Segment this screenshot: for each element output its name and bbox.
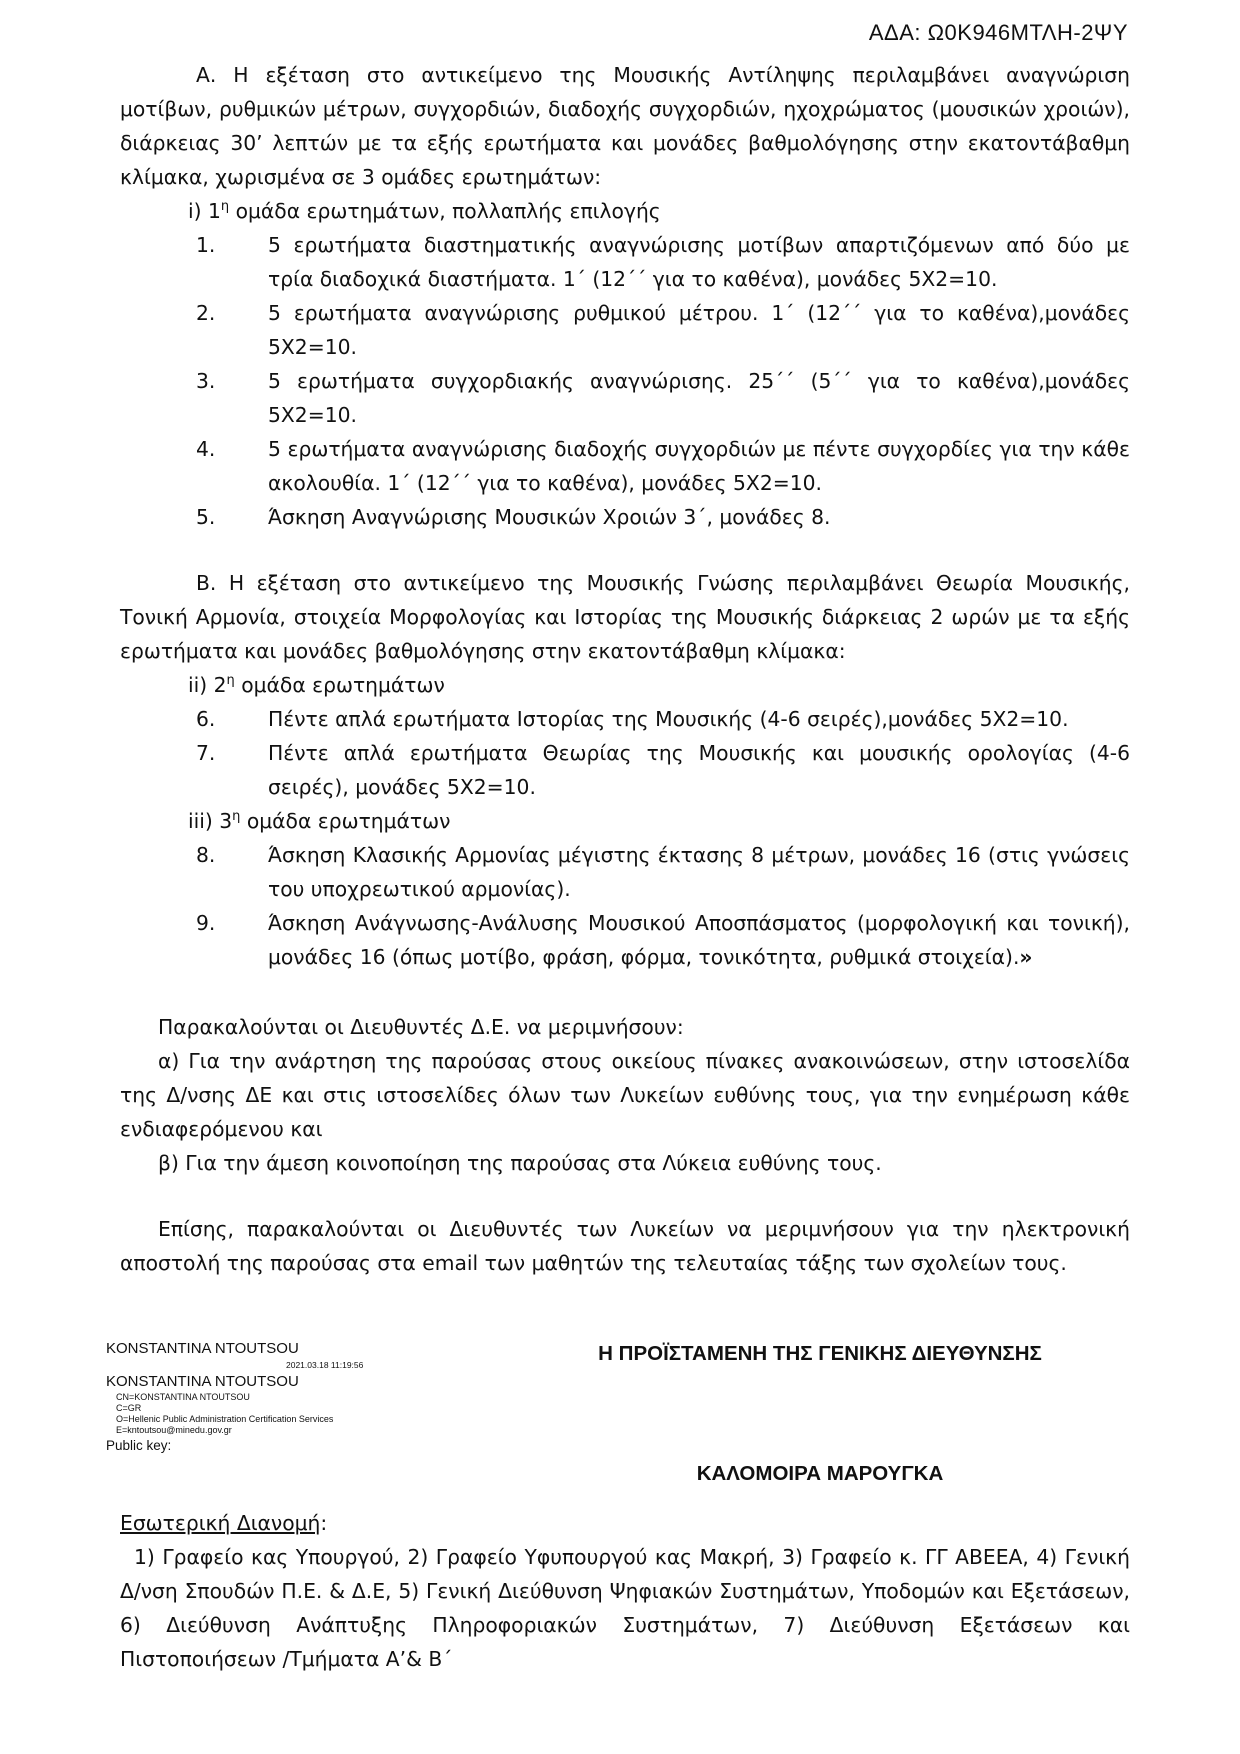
list-item <box>120 364 1130 432</box>
item-number: 9. <box>196 911 216 935</box>
signature-date: 2021.03.18 11:19:56 <box>286 1360 364 1370</box>
signature-name-secondary: KONSTANTINA NTOUTSOU <box>106 1373 299 1390</box>
item-text: 5 ερωτήματα διαστηματικής αναγνώρισης μοτίβων απαρτιζόμενων από δύο με τρία διαδοχικά διαστήματα. 1΄ (12΄΄ για το καθένα), μονάδες 5Χ2=10. <box>268 233 1130 291</box>
group-2-prefix: ii) 2 <box>188 673 227 697</box>
item-number: 4. <box>196 437 216 461</box>
item-number: 7. <box>196 741 216 765</box>
group-2-heading <box>120 668 1130 702</box>
list-item <box>120 228 1130 296</box>
section-a-intro: Α. Η εξέταση στο αντικείμενο της Μουσικής Αντίληψης περιλαμβάνει αναγνώριση μοτίβων, ρυθμικών μέτρων, συγχορδιών, διαδοχής συγχορδιών, ηχοχρώματος (μουσικών χροιών), διάρκειας 30’ λεπτών με τα εξής ερωτήματα και μονάδες βαθμολόγησης στην εκατοντάβαθμη κλίμακα, χωρισμένα σε 3 ομάδες ερωτημάτων: <box>120 63 1130 189</box>
group-2-sup: η <box>226 673 235 689</box>
ada-code: ΑΔΑ: Ω0Κ946ΜΤΛΗ-2ΨΥ <box>868 20 1128 45</box>
group-3-rest: ομάδα ερωτημάτων <box>240 809 451 833</box>
item-text <box>268 906 1130 974</box>
signer-title: Η ΠΡΟΪΣΤΑΜΕΝΗ ΤΗΣ ΓΕΝΙΚΗΣ ΔΙΕΥΘΥΝΣΗΣ <box>598 1342 1042 1365</box>
group-3-heading <box>120 804 1130 838</box>
item-text: Άσκηση Κλασικής Αρμονίας μέγιστης έκτασης 8 μέτρων, μονάδες 16 (στις γνώσεις του υποχρεωτικού αρμονίας). <box>268 843 1130 901</box>
requests-also: Επίσης, παρακαλούνται οι Διευθυντές των Λυκείων να μεριμνήσουν για την ηλεκτρονική αποστολή της παρούσας στα email των μαθητών της τελευταίας τάξης των σχολείων τους. <box>120 1217 1130 1275</box>
document-body <box>120 58 1130 1280</box>
group-3-sup: η <box>232 809 241 825</box>
distribution-text: 1) Γραφείο κας Υπουργού, 2) Γραφείο Υφυπουργού κας Μακρή, 3) Γραφείο κ. ΓΓ ΑΒΕΕΑ, 4) Γενική Δ/νση Σπουδών Π.Ε. & Δ.Ε, 5) Γενική Διεύθυνση Ψηφιακών Συστημάτων, Υποδομών και Εξετάσεων, 6) Διεύθυνση Ανάπτυξης Πληροφοριακών Συστημάτων, 7) Διεύθυνση Εξετάσεων και Πιστοποιήσεων /Τμήματα Α’& Β΄ <box>120 1545 1130 1671</box>
item-text: 5 ερωτήματα συγχορδιακής αναγνώρισης. 25΄΄ (5΄΄ για το καθένα),μονάδες 5Χ2=10. <box>268 369 1130 427</box>
section-b-intro: Β. Η εξέταση στο αντικείμενο της Μουσικής Γνώσης περιλαμβάνει Θεωρία Μουσικής, Τονική Αρμονία, στοιχεία Μορφολογίας και Ιστορίας της Μουσικής διάρκειας 2 ωρών με τα εξής ερωτήματα και μονάδες βαθμολόγησης στην εκατοντάβαθμη κλίμακα: <box>120 571 1130 663</box>
list-item <box>120 500 1130 534</box>
list-item <box>120 838 1130 906</box>
certificate-line: E=kntoutsou@minedu.gov.gr <box>116 1425 232 1435</box>
group-1-sup: η <box>220 199 230 215</box>
certificate-line: O=Hellenic Public Administration Certification Services <box>116 1414 334 1424</box>
list-item <box>120 702 1130 736</box>
certificate-details <box>106 1392 333 1436</box>
distribution-title: Εσωτερική Διανομή <box>120 1511 321 1535</box>
group-3-prefix: iii) 3 <box>188 809 233 833</box>
item-text: 5 ερωτήματα αναγνώρισης ρυθμικού μέτρου. 1΄ (12΄΄ για το καθένα),μονάδες 5Χ2=10. <box>268 301 1130 359</box>
signature-name: KONSTANTINA NTOUTSOU <box>106 1340 299 1357</box>
item-text: Άσκηση Αναγνώρισης Μουσικών Χροιών 3΄, μονάδες 8. <box>268 505 831 529</box>
group-2-rest: ομάδα ερωτημάτων <box>234 673 445 697</box>
item-number: 2. <box>196 301 216 325</box>
requests-intro: Παρακαλούνται οι Διευθυντές Δ.Ε. να μεριμνήσουν: <box>158 1015 684 1039</box>
item-number: 1. <box>196 233 216 257</box>
item-text: Πέντε απλά ερωτήματα Ιστορίας της Μουσικής (4-6 σειρές),μονάδες 5Χ2=10. <box>268 707 1069 731</box>
certificate-line: CN=KONSTANTINA NTOUTSOU <box>116 1392 250 1402</box>
item-text-content: Άσκηση Ανάγνωσης-Ανάλυσης Μουσικού Αποσπάσματος (μορφολογική και τονική), μονάδες 16 (όπως μοτίβο, φράση, φόρμα, τονικότητα, ρυθμικά στοιχεία). <box>268 911 1130 969</box>
item-number: 3. <box>196 369 216 393</box>
item-text: Πέντε απλά ερωτήματα Θεωρίας της Μουσικής και μουσικής ορολογίας (4-6 σειρές), μονάδες 5Χ2=10. <box>268 741 1130 799</box>
certificate-line: C=GR <box>116 1403 142 1413</box>
list-item <box>120 736 1130 804</box>
group-1-prefix: i) 1 <box>188 199 221 223</box>
item-number: 6. <box>196 707 216 731</box>
public-key-label: Public key: <box>106 1438 172 1453</box>
list-item <box>120 296 1130 364</box>
signer-name: ΚΑΛΟΜΟΙΡΑ ΜΑΡΟΥΓΚΑ <box>696 1462 944 1485</box>
request-b: β) Για την άμεση κοινοποίηση της παρούσας στα Λύκεια ευθύνης τους. <box>158 1151 882 1175</box>
distribution-heading <box>120 1506 1130 1540</box>
group-1-heading <box>120 194 1130 228</box>
group-1-rest: ομάδα ερωτημάτων, πολλαπλής επιλογής <box>229 199 661 223</box>
list-item <box>120 432 1130 500</box>
list-item <box>120 906 1130 974</box>
item-number: 5. <box>196 505 216 529</box>
internal-distribution <box>120 1506 1130 1676</box>
request-a: α) Για την ανάρτηση της παρούσας στους οικείους πίνακες ανακοινώσεων, στην ιστοσελίδα της Δ/νσης ΔΕ και στις ιστοσελίδες όλων των Λυκείων ευθύνης τους, για την ενημέρωση κάθε ενδιαφερόμενου και <box>120 1049 1130 1141</box>
digital-signature-block <box>106 1340 364 1453</box>
item-number: 8. <box>196 843 216 867</box>
closing-quote: » <box>1019 945 1033 969</box>
item-text: 5 ερωτήματα αναγνώρισης διαδοχής συγχορδιών με πέντε συγχορδίες για την κάθε ακολουθία. 1΄ (12΄΄ για το καθένα), μονάδες 5Χ2=10. <box>268 437 1130 495</box>
distribution-colon: : <box>320 1511 328 1535</box>
